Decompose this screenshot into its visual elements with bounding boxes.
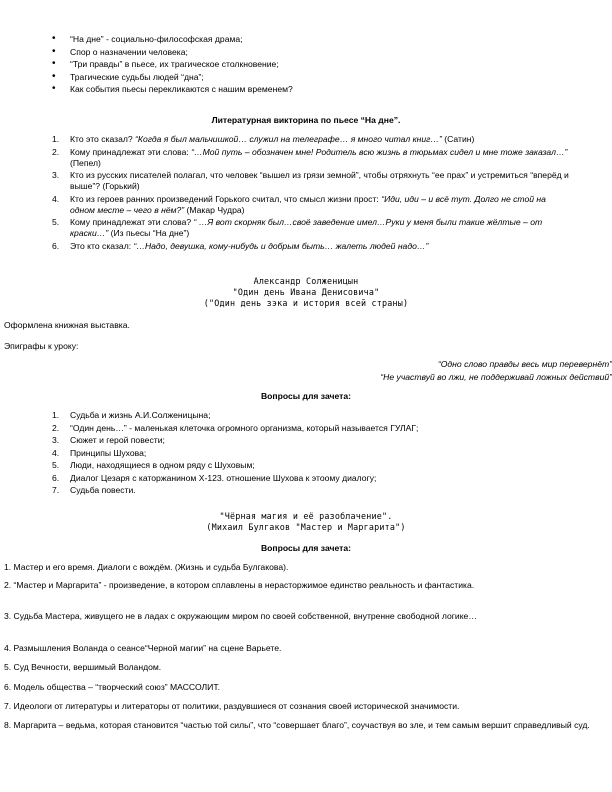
- bulgakov-item-4: 4. Размышления Воланда о сеансе“Черной магии” на сцене Варьете.: [4, 643, 282, 653]
- item-answer: (Сатин): [441, 134, 475, 144]
- epigraphs-label: Эпиграфы к уроку:: [4, 341, 79, 351]
- epigraph-2: “Не участвуй во лжи, не поддерживай ложных действий”: [380, 372, 612, 382]
- quiz-item: [0, 194, 612, 216]
- top-bullet-list: [0, 34, 612, 95]
- question-item: [0, 460, 612, 471]
- item-text: Кому принадлежат эти слова:: [70, 146, 192, 157]
- bulgakov-item-3: 3. Судьба Мастера, живущего не в ладах с окружающим миром по своей собственной, внутренне свободной логике…: [4, 611, 477, 621]
- item-text: Это кто сказал:: [70, 240, 134, 251]
- item-text: Кто из героев ранних произведений Горького считал, что смысл жизни прост:: [70, 193, 382, 204]
- solzh-questions-section: [0, 410, 612, 498]
- item-text: Судьба повести.: [70, 485, 136, 495]
- exhibition-note: Оформлена книжная выставка.: [4, 320, 130, 330]
- quiz-item: [0, 217, 612, 239]
- quiz-title: Литературная викторина по пьесе “На дне”.: [211, 115, 401, 125]
- item-quote: “…Надо, девушка, кому-нибудь и добрым быть… жалеть людей надо…”: [133, 240, 429, 251]
- bulgakov-heading: [0, 511, 612, 533]
- item-number: 7.: [52, 485, 60, 495]
- question-item: [0, 485, 612, 496]
- item-text: Судьба и жизнь А.И.Солженицына;: [70, 410, 211, 420]
- quiz-item: [0, 147, 612, 169]
- bullet-item: • “Три правды” в пьесе, их трагическое столкновение;: [0, 59, 612, 70]
- item-answer: (Макар Чудра): [184, 204, 245, 215]
- quiz-item: [0, 170, 612, 192]
- question-item: [0, 410, 612, 421]
- item-number: 4.: [52, 193, 60, 204]
- item-text: Сюжет и герой повести;: [70, 435, 165, 445]
- item-number: 4.: [52, 447, 60, 458]
- bulgakov-item-1: 1. Мастер и его время. Диалоги с вождём. (Жизнь и судьба Булгакова).: [4, 562, 289, 572]
- item-text: “Один день…” - маленькая клеточка огромного организма, который называется ГУЛАГ;: [70, 422, 419, 433]
- bulgakov-item-5: 5. Суд Вечности, вершимый Воландом.: [4, 662, 162, 672]
- item-number: 2.: [52, 146, 60, 157]
- solzh-heading: [0, 276, 612, 308]
- item-text: Принципы Шухова;: [70, 447, 147, 458]
- item-quote: “ …Я вот скорняк был…своё заведение имел…Руки у меня были такие жёлтые – от краски…”: [70, 217, 543, 238]
- question-item: [0, 448, 612, 459]
- question-item: [0, 423, 612, 434]
- item-number: 3.: [52, 170, 60, 180]
- work-subtitle: ("Один день зэка и история всей страны): [203, 297, 409, 308]
- item-quote: “Когда я был мальчишкой… служил на телеграфе… я много читал книг…”: [135, 134, 442, 144]
- solzh-questions-list: [0, 410, 612, 496]
- bullet-item: • Как события пьесы перекликаются с нашим временем?: [0, 84, 612, 95]
- bullet-item: • “На дне” - социально-философская драма;: [0, 34, 612, 45]
- top-bullet-section: [0, 34, 612, 97]
- item-number: 6.: [52, 472, 60, 483]
- item-text: Диалог Цезаря с каторжанином Х-123. отношение Шухова к этоому диалогу;: [70, 472, 377, 483]
- question-item: [0, 473, 612, 484]
- item-number: 1.: [52, 410, 60, 420]
- item-text: Кто из русских писателей полагал, что человек “вышел из грязи земной”, чтобы отряхнуть “ее прах” и устремиться “вперёд и выше”? (Горький): [70, 170, 569, 191]
- bulgakov-item-2: 2. “Мастер и Маргарита” - произведение, в котором сплавлены в нерасторжимое единство реальность и фантастика.: [4, 580, 475, 590]
- bulgakov-item-7: 7. Идеологи от литературы и литераторы от политики, раздувшиеся от сознания своей исторической значимости.: [4, 701, 460, 711]
- author-name: Александр Солженицын: [253, 276, 359, 286]
- bullet-item: • Трагические судьбы людей “дна”;: [0, 72, 612, 83]
- item-text: Кому принадлежат эти слова?: [70, 217, 194, 227]
- solzh-questions-title: Вопросы для зачета:: [260, 391, 352, 401]
- quiz-list: [0, 134, 612, 252]
- bulgakov-title: "Чёрная магия и её разоблачение".: [219, 511, 393, 521]
- item-number: 5.: [52, 460, 60, 470]
- quiz-section: [0, 134, 612, 253]
- bulgakov-item-6: 6. Модель общества – “творческий союз” МАССОЛИТ.: [4, 682, 221, 692]
- bulgakov-subtitle: (Михаил Булгаков "Мастер и Маргарита"): [206, 521, 406, 532]
- item-number: 6.: [52, 240, 60, 251]
- bullet-item: • Спор о назначении человека;: [0, 47, 612, 58]
- item-number: 2.: [52, 422, 60, 433]
- item-answer: (Пепел): [70, 157, 101, 168]
- bulgakov-questions-title: Вопросы для зачета:: [260, 543, 352, 553]
- quiz-item: [0, 134, 612, 145]
- item-text: Кто это сказал?: [70, 134, 136, 144]
- item-text: Люди, находящиеся в одном ряду с Шуховым;: [70, 460, 255, 470]
- quiz-item: [0, 241, 612, 252]
- epigraph-1: “Одно слово правды весь мир перевернёт”: [437, 359, 612, 369]
- item-number: 3.: [52, 435, 60, 445]
- item-number: 5.: [52, 217, 60, 227]
- question-item: [0, 435, 612, 446]
- item-number: 1.: [52, 134, 60, 144]
- item-quote: “…Мой путь – обозначен мне! Родитель всю жизнь в тюрьмах сидел и мне тоже заказал…”: [191, 146, 568, 157]
- work-title: "Один день Ивана Денисовича": [232, 286, 380, 297]
- bulgakov-item-8: 8. Маргарита – ведьма, которая становится “частью той силы”, что “совершает благо”, соучаствуя во зле, и тем самым вершит справедливый суд.: [4, 720, 590, 730]
- item-quote: “Иди, иди – и всё тут. Долго не стой на одном месте – чего в нём?”: [70, 193, 546, 215]
- item-answer: (Из пьесы “На дне”): [108, 228, 190, 238]
